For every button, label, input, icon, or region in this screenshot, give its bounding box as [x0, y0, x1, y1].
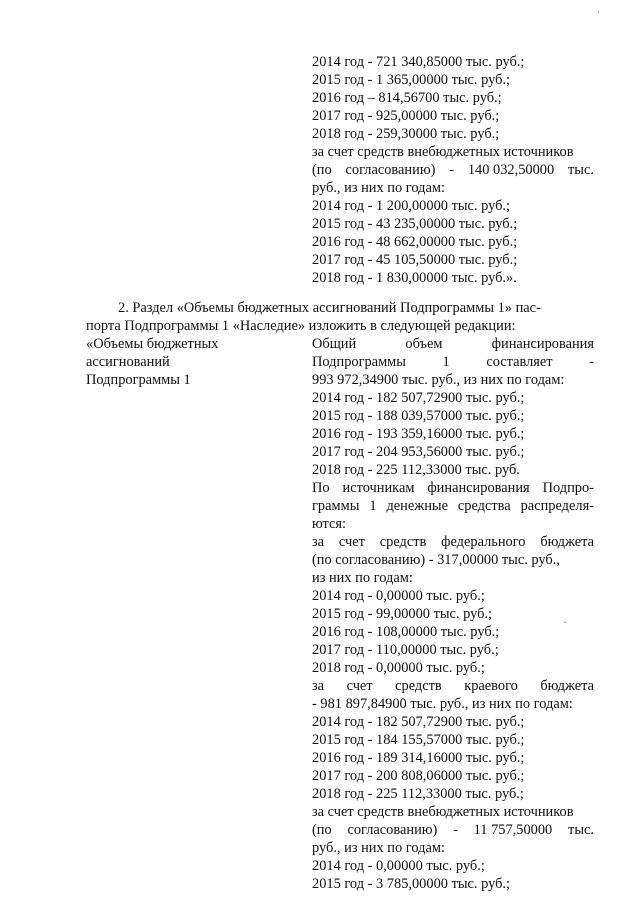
word: источникам: [342, 480, 415, 496]
right-line: 2015 год - 184 155,57000 тыс. руб.;: [312, 732, 525, 748]
word: По: [312, 480, 330, 496]
top-line: 2017 год - 925,00000 тыс. руб.;: [312, 108, 500, 124]
left-column-line: «Объемы бюджетных: [86, 336, 219, 352]
right-line: 2017 год - 200 808,06000 тыс. руб.;: [312, 768, 525, 784]
top-line: за счет средств внебюджетных источников: [312, 144, 574, 160]
right-line: руб., из них по годам:: [312, 840, 445, 856]
word: краевого: [464, 678, 518, 694]
right-line: 2016 год - 189 314,16000 тыс. руб.;: [312, 750, 525, 766]
right-line: 993 972,34900 тыс. руб., из них по годам:: [312, 372, 565, 388]
right-line-justified: [312, 533, 594, 551]
top-line: 2016 год - 48 662,00000 тыс. руб.;: [312, 234, 518, 250]
word: составляет: [486, 354, 553, 370]
word: средств: [379, 534, 427, 550]
word: финансирования: [427, 480, 530, 496]
right-line: 2015 год - 188 039,57000 тыс. руб.;: [312, 408, 525, 424]
word: бюджета: [540, 534, 594, 550]
word: согласованию): [345, 162, 436, 178]
top-line: 2018 год - 259,30000 тыс. руб.;: [312, 126, 500, 142]
right-line: 2014 год - 0,00000 тыс. руб.;: [312, 588, 485, 604]
right-line: 2015 год - 3 785,00000 тыс. руб.;: [312, 876, 511, 892]
word: 1: [369, 498, 377, 514]
right-line-justified: [312, 335, 594, 353]
word: Общий: [312, 336, 357, 352]
word: -: [449, 162, 454, 178]
left-column-line: ассигнований: [86, 354, 170, 370]
word: бюджета: [540, 678, 594, 694]
top-line: 2014 год - 721 340,85000 тыс. руб.;: [312, 54, 525, 70]
top-line: 2016 год – 814,56700 тыс. руб.;: [312, 90, 502, 106]
word: счет: [346, 678, 373, 694]
word: объем: [405, 336, 443, 352]
left-column-line: Подпрограммы 1: [86, 372, 191, 388]
right-line: из них по годам:: [312, 570, 413, 586]
top-line-justified: [312, 161, 594, 179]
right-line: 2014 год - 182 507,72900 тыс. руб.;: [312, 714, 525, 730]
word: распределя-: [520, 498, 594, 514]
right-line: 2014 год - 182 507,72900 тыс. руб.;: [312, 390, 525, 406]
word: федерального: [441, 534, 526, 550]
word: за: [312, 678, 325, 694]
top-line: 2015 год - 43 235,00000 тыс. руб.;: [312, 216, 518, 232]
word: счет: [338, 534, 365, 550]
right-line: 2018 год - 225 112,33000 тыс. руб.: [312, 462, 520, 478]
top-line: 2015 год - 1 365,00000 тыс. руб.;: [312, 72, 511, 88]
right-line: за счет средств внебюджетных источников: [312, 804, 574, 820]
word: (по: [312, 162, 332, 178]
word: финансирования: [491, 336, 594, 352]
right-line-justified: [312, 497, 594, 515]
word: -: [589, 354, 594, 370]
right-line: 2016 год - 193 359,16000 тыс. руб.;: [312, 426, 525, 442]
word: за: [312, 534, 325, 550]
word: граммы: [312, 498, 360, 514]
word: Подпрограммы: [312, 354, 406, 370]
top-line: 2018 год - 1 830,00000 тыс. руб.».: [312, 270, 517, 286]
right-line-justified: [312, 677, 594, 695]
right-line-justified: [312, 479, 594, 497]
word: тыс.: [568, 822, 594, 838]
right-line: ются:: [312, 516, 347, 532]
word: (по: [312, 822, 332, 838]
paragraph-line: порта Подпрограммы 1 «Наследие» изложить в следующей редакции:: [86, 318, 516, 334]
right-line: 2014 год - 0,00000 тыс. руб.;: [312, 858, 485, 874]
word: средств: [395, 678, 442, 694]
word: денежные: [386, 498, 448, 514]
paragraph-line: 2. Раздел «Объемы бюджетных ассигнований Подпрограммы 1» пас-: [118, 300, 541, 316]
word: -: [453, 822, 458, 838]
word: согласованию): [347, 822, 438, 838]
word: Подпро-: [542, 480, 594, 496]
right-line: - 981 897,84900 тыс. руб., из них по годам:: [312, 696, 573, 712]
right-line: 2016 год - 108,00000 тыс. руб.;: [312, 624, 500, 640]
scan-speck: [598, 11, 599, 13]
word: 1: [442, 354, 450, 370]
word: 140 032,50000: [467, 162, 555, 178]
right-line: 2018 год - 0,00000 тыс. руб.;: [312, 660, 485, 676]
word: средства: [457, 498, 511, 514]
right-line: 2017 год - 110,00000 тыс. руб.;: [312, 642, 499, 658]
right-line-justified: [312, 353, 594, 371]
right-line: (по согласованию) - 317,00000 тыс. руб.,: [312, 552, 560, 568]
word: тыс.: [568, 162, 594, 178]
top-line: руб., из них по годам:: [312, 180, 445, 196]
scan-speck: [564, 622, 566, 623]
right-line: 2018 год - 225 112,33000 тыс. руб.;: [312, 786, 524, 802]
word: 11 757,50000: [473, 822, 553, 838]
right-line: 2015 год - 99,00000 тыс. руб.;: [312, 606, 493, 622]
right-line: 2017 год - 204 953,56000 тыс. руб.;: [312, 444, 525, 460]
right-line-justified: [312, 821, 594, 839]
top-line: 2014 год - 1 200,00000 тыс. руб.;: [312, 198, 511, 214]
top-line: 2017 год - 45 105,50000 тыс. руб.;: [312, 252, 518, 268]
